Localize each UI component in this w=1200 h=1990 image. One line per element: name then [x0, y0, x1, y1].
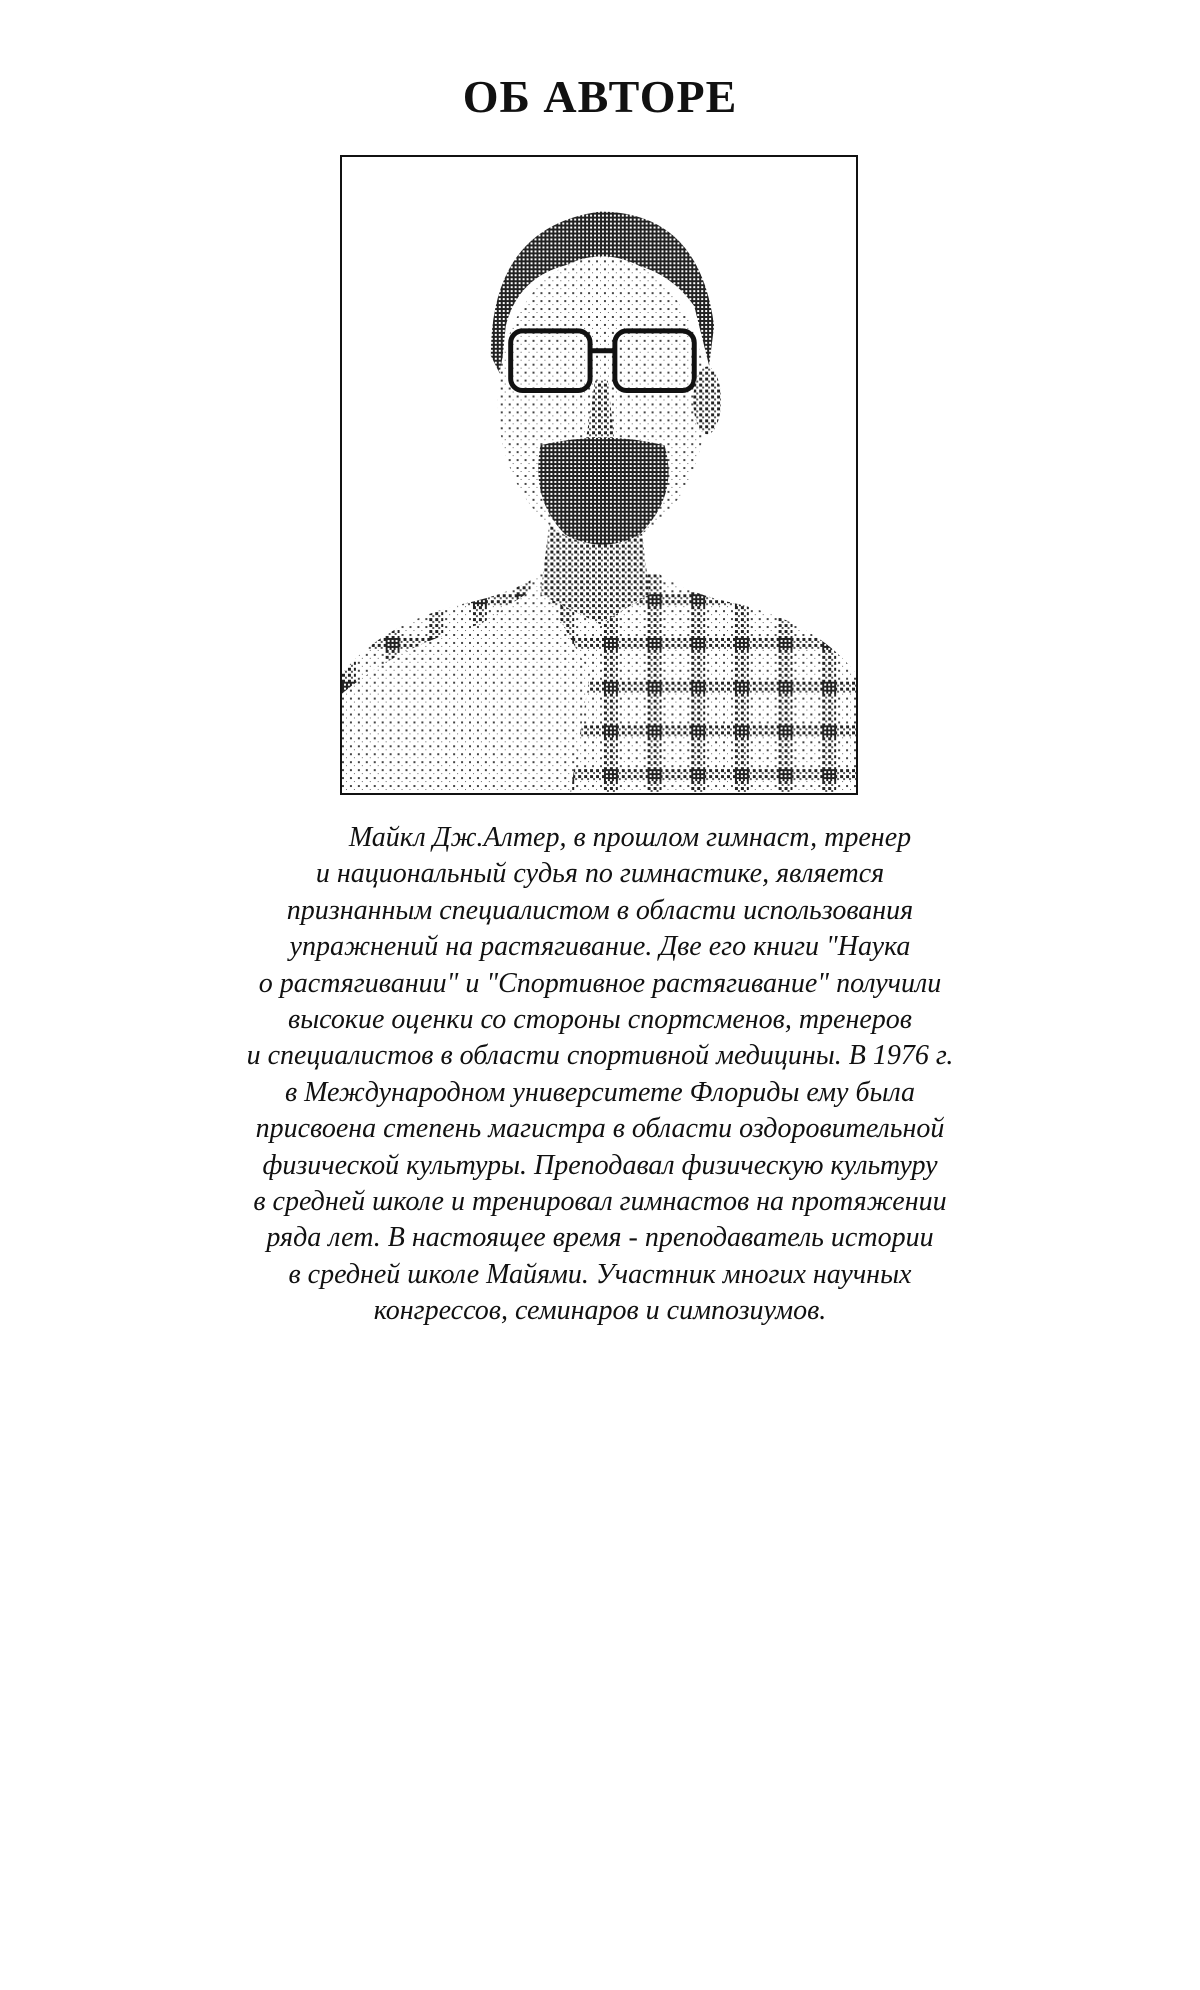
bio-line: в средней школе и тренировал гимнастов на протяжении	[253, 1186, 947, 1218]
author-portrait-icon	[342, 157, 856, 793]
author-bio	[150, 820, 1050, 1330]
bio-line: в Международном университете Флориды ему была	[284, 1076, 916, 1108]
bio-line: высокие оценки со стороны спортсменов, тренеров	[288, 1004, 912, 1036]
page-title: ОБ АВТОРЕ	[462, 71, 738, 122]
bio-line: о растягивании" и "Спортивное растягивание" получили	[258, 967, 942, 999]
bio-line: Майкл Дж.Алтер, в прошлом гимнаст, тренер	[348, 822, 912, 853]
bio-line: ряда лет. В настоящее время - преподаватель истории	[266, 1222, 934, 1254]
bio-line: и специалистов в области спортивной медицины. В 1976 г.	[246, 1040, 954, 1072]
bio-line: признанным специалистом в области использования	[286, 894, 914, 926]
bio-line: и национальный судья по гимнастике, является	[315, 858, 885, 890]
bio-line: присвоена степень магистра в области оздоровительной	[255, 1113, 945, 1145]
author-photo	[340, 155, 858, 795]
bio-line: конгрессов, семинаров и симпозиумов.	[373, 1295, 827, 1327]
bio-line: физической культуры. Преподавал физическую культуру	[262, 1149, 938, 1181]
bio-line: в средней школе Майями. Участник многих научных	[288, 1258, 912, 1290]
bio-line: упражнений на растягивание. Две его книги "Наука	[289, 931, 911, 963]
